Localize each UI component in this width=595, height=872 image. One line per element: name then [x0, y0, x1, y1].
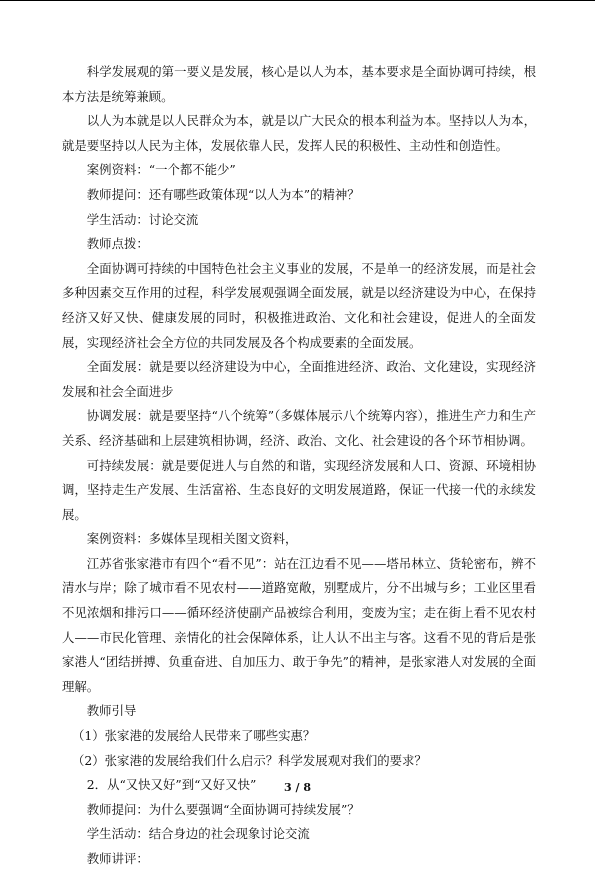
top-border-line — [0, 0, 595, 1]
paragraph-student-activity: 学生活动：讨论交流 — [86, 211, 199, 227]
paragraph-teacher-lead: 教师引导 — [86, 703, 137, 719]
paragraph-zhangjiagang-case: 江苏省张家港市有四个“看不见”：站在江边看不见——塔吊林立、货轮密布，辨不清水与岸；除了城市看不见农村——道路宽敞，别墅成片，分不出城与乡；工业区里看不见浓烟和排污口——循环经济使副产品被综合利用，变废为宝；走在街上看不见农村人——市民化管理、亲情化的社会保障体系，让人认不出主与客。这看不见的背后是张家港人“团结拼搏、负重奋进、自加压力、敢于争先”的精神，是张家港人对发展的全面理解。 — [62, 555, 536, 694]
paragraph-comprehensive-coordinated: 全面协调可持续的中国特色社会主义事业的发展，不是单一的经济发展，而是社会多种因素交互作用的过程，科学发展观强调全面发展，就是以经济建设为中心，在保持经济又好又快、健康发展的同时，积极推进政治、文化和社会建设，促进人的全面发展，实现经济社会全方位的共同发展及各个构成要素的全面发展。 — [62, 260, 536, 350]
paragraph-people-oriented: 以人为本就是以人民群众为本，就是以广大民众的根本利益为本。坚持以人为本，就是要坚持以人民为主体，发展依靠人民，发挥人民的积极性、主动性和创造性。 — [62, 113, 536, 153]
section-heading-2: 2．从“又快又好”到“又好又快” — [86, 777, 257, 793]
paragraph-coordinated-development: 协调发展：就是要坚持“八个统筹”（多媒体展示八个统筹内容），推进生产力和生产关系、经济基础和上层建筑相协调，经济、政治、文化、社会建设的各个环节相协调。 — [62, 408, 536, 448]
paragraph-teacher-question-2: 教师提问：为什么要强调“全面协调可持续发展”？ — [86, 801, 360, 817]
paragraph-teacher-question: 教师提问：还有哪些政策体现“以人为本”的精神？ — [86, 186, 360, 202]
question-item-2: （2）张家港的发展给我们什么启示？科学发展观对我们的要求？ — [72, 752, 427, 768]
paragraph-case-material-multimedia: 案例资料：多媒体呈现相关图文资料， — [86, 531, 298, 547]
page-number: 3 / 8 — [284, 781, 311, 794]
paragraph-sustainable-development: 可持续发展：就是要促进人与自然的和谐，实现经济发展和人口、资源、环境相协调，坚持走生产发展、生活富裕、生态良好的文明发展道路，保证一代接一代的永续发展。 — [62, 457, 536, 522]
document-body — [62, 60, 536, 872]
question-item-1: （1）张家港的发展给人民带来了哪些实惠？ — [72, 728, 316, 744]
paragraph-student-activity-2: 学生活动：结合身边的社会现象讨论交流 — [86, 826, 310, 842]
paragraph-teacher-comment: 教师讲评： — [86, 851, 149, 866]
paragraph-core-idea: 科学发展观的第一要义是发展，核心是以人为本，基本要求是全面协调可持续，根本方法是统筹兼顾。 — [62, 64, 536, 104]
paragraph-comprehensive-development: 全面发展：就是要以经济建设为中心，全面推进经济、政治、文化建设，实现经济发展和社会全面进步 — [62, 359, 536, 399]
paragraph-case-material: 案例资料：“一个都不能少” — [86, 162, 236, 178]
paragraph-teacher-guidance: 教师点拨： — [86, 236, 149, 252]
